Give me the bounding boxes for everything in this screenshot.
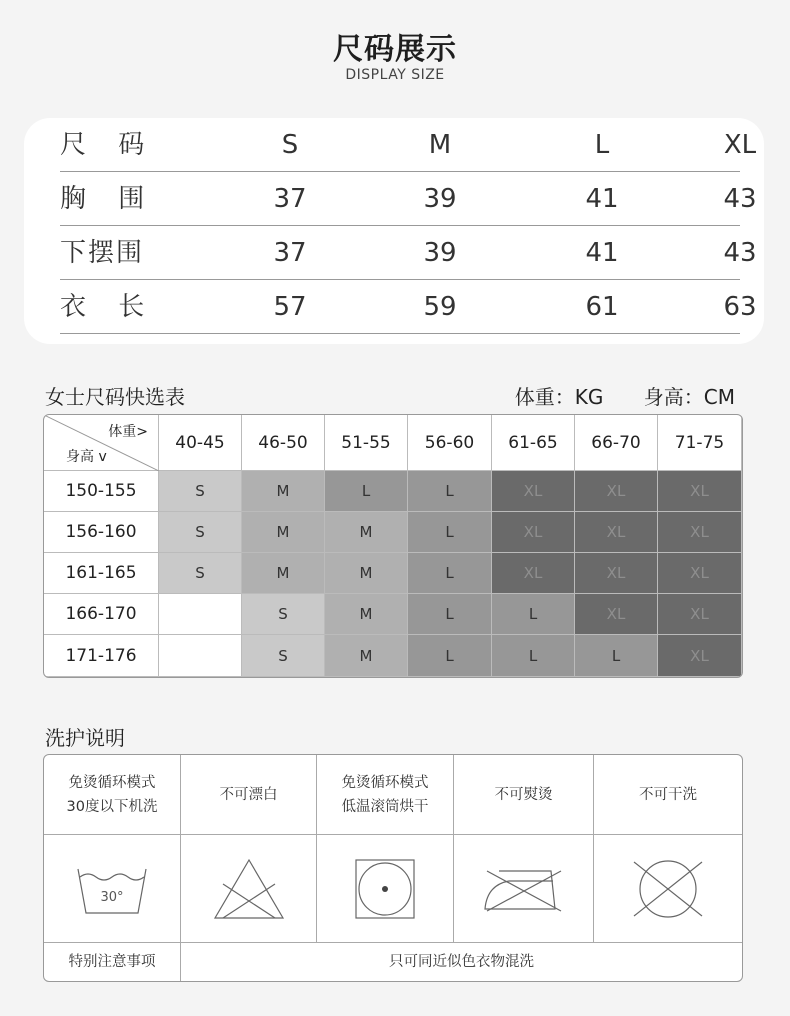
row-divider — [60, 333, 740, 334]
care-icon-cell — [181, 835, 317, 943]
care-text-line: 不可漂白 — [219, 787, 278, 803]
size-grid-cell: S — [242, 594, 325, 635]
size-cell: 39 — [423, 238, 457, 268]
weight-header-cell: 71-75 — [658, 415, 742, 471]
care-title: 洗护说明 — [45, 726, 125, 750]
size-grid-cell: XL — [575, 594, 658, 635]
size-grid-cell: XL — [575, 512, 658, 553]
size-cell: M — [428, 130, 452, 160]
weight-header-cell: 56-60 — [408, 415, 492, 471]
care-text-line: 不可熨烫 — [494, 787, 553, 803]
size-table-row — [60, 280, 757, 334]
size-row-label: 胸 围 — [60, 184, 157, 214]
size-row-label: 尺 码 — [60, 130, 157, 160]
size-cell: 43 — [723, 184, 757, 214]
quick-select-title: 女士尺码快选表 — [45, 385, 185, 409]
height-header-cell: 166-170 — [44, 594, 159, 635]
size-grid-cell: M — [325, 594, 408, 635]
size-grid-cell: XL — [658, 471, 742, 512]
size-grid-cell: XL — [575, 471, 658, 512]
size-grid-cell — [159, 635, 242, 677]
size-cell: XL — [723, 130, 757, 160]
size-grid-cell: S — [159, 512, 242, 553]
wash-30-icon — [72, 857, 152, 921]
height-header-cell: 171-176 — [44, 635, 159, 677]
size-cell: 41 — [585, 238, 619, 268]
size-grid-cell: L — [492, 594, 575, 635]
care-icon-cell — [594, 835, 742, 943]
size-cell: 57 — [273, 292, 307, 322]
page-subtitle: DISPLAY SIZE — [345, 67, 445, 83]
size-cell: 39 — [423, 184, 457, 214]
size-table-card — [24, 118, 764, 344]
size-cell: 59 — [423, 292, 457, 322]
size-grid-cell: M — [242, 553, 325, 594]
care-text-cell — [594, 755, 742, 835]
size-grid-cell: XL — [658, 553, 742, 594]
weight-header-cell: 51-55 — [325, 415, 408, 471]
weight-header-cell: 46-50 — [242, 415, 325, 471]
care-text-line: 30度以下机洗 — [66, 799, 158, 815]
size-grid-cell: XL — [492, 553, 575, 594]
size-grid-cell: L — [408, 635, 492, 677]
size-table-row — [60, 118, 757, 172]
size-grid-cell: XL — [658, 594, 742, 635]
size-grid-cell: M — [242, 512, 325, 553]
size-cell: 43 — [723, 238, 757, 268]
corner-weight-label: 体重> — [108, 424, 148, 440]
size-grid-cell: S — [159, 553, 242, 594]
no-iron-icon — [481, 859, 567, 919]
size-grid-cell: S — [159, 471, 242, 512]
care-text-line: 低温滚筒烘干 — [341, 799, 429, 815]
quick-select-table — [43, 414, 743, 678]
care-note-text: 只可同近似色衣物混洗 — [389, 954, 534, 970]
size-grid-cell: L — [408, 512, 492, 553]
size-grid-cell: L — [408, 553, 492, 594]
weight-header-cell: 40-45 — [159, 415, 242, 471]
size-grid-cell — [159, 594, 242, 635]
care-text-line: 免烫循环模式 — [341, 775, 429, 791]
height-header-cell: 150-155 — [44, 471, 159, 512]
size-grid-cell: M — [242, 471, 325, 512]
size-grid-cell: M — [325, 635, 408, 677]
size-grid-cell: XL — [658, 635, 742, 677]
page-title: 尺码展示 — [333, 32, 457, 67]
care-text-cell — [44, 755, 181, 835]
size-grid-cell: L — [575, 635, 658, 677]
size-grid-cell: XL — [492, 471, 575, 512]
corner-height-label: 身高 v — [66, 449, 107, 465]
size-cell: 63 — [723, 292, 757, 322]
care-icon-cell — [317, 835, 454, 943]
size-row-label: 下摆围 — [60, 238, 145, 268]
care-text-cell — [454, 755, 594, 835]
size-cell: 37 — [273, 238, 307, 268]
size-cell: L — [594, 130, 610, 160]
height-unit-label: 身高：CM — [643, 385, 735, 409]
size-grid-cell: L — [325, 471, 408, 512]
care-text-line: 不可干洗 — [639, 787, 697, 803]
size-table-row — [60, 226, 757, 280]
size-cell: 61 — [585, 292, 619, 322]
size-grid-cell: XL — [492, 512, 575, 553]
care-note-label: 特别注意事项 — [44, 943, 181, 981]
weight-header-cell: 61-65 — [492, 415, 575, 471]
size-grid-cell: L — [408, 594, 492, 635]
size-grid-cell: XL — [658, 512, 742, 553]
wash-temp-text: 30° — [100, 890, 124, 905]
size-grid-cell: L — [408, 471, 492, 512]
size-table-row — [60, 172, 757, 226]
no-dry-clean-icon — [628, 854, 708, 924]
care-text-cell — [181, 755, 317, 835]
tumble-dry-low-icon — [350, 854, 420, 924]
size-cell: S — [281, 130, 299, 160]
weight-unit-label: 体重：KG — [514, 385, 604, 409]
height-header-cell: 156-160 — [44, 512, 159, 553]
size-row-label: 衣 长 — [60, 292, 157, 322]
care-text-line: 免烫循环模式 — [68, 775, 156, 791]
size-cell: 41 — [585, 184, 619, 214]
weight-header-cell: 66-70 — [575, 415, 658, 471]
care-icon-cell — [454, 835, 594, 943]
care-text-cell — [317, 755, 454, 835]
size-grid-cell: S — [242, 635, 325, 677]
care-table — [43, 754, 743, 982]
care-icon-cell — [44, 835, 181, 943]
size-grid-cell: M — [325, 553, 408, 594]
height-header-cell: 161-165 — [44, 553, 159, 594]
no-bleach-icon — [209, 854, 289, 924]
size-grid-cell: XL — [575, 553, 658, 594]
size-grid-cell: M — [325, 512, 408, 553]
size-grid-cell: L — [492, 635, 575, 677]
size-cell: 37 — [273, 184, 307, 214]
quick-select-units — [481, 381, 735, 410]
table-corner-header — [44, 415, 159, 471]
